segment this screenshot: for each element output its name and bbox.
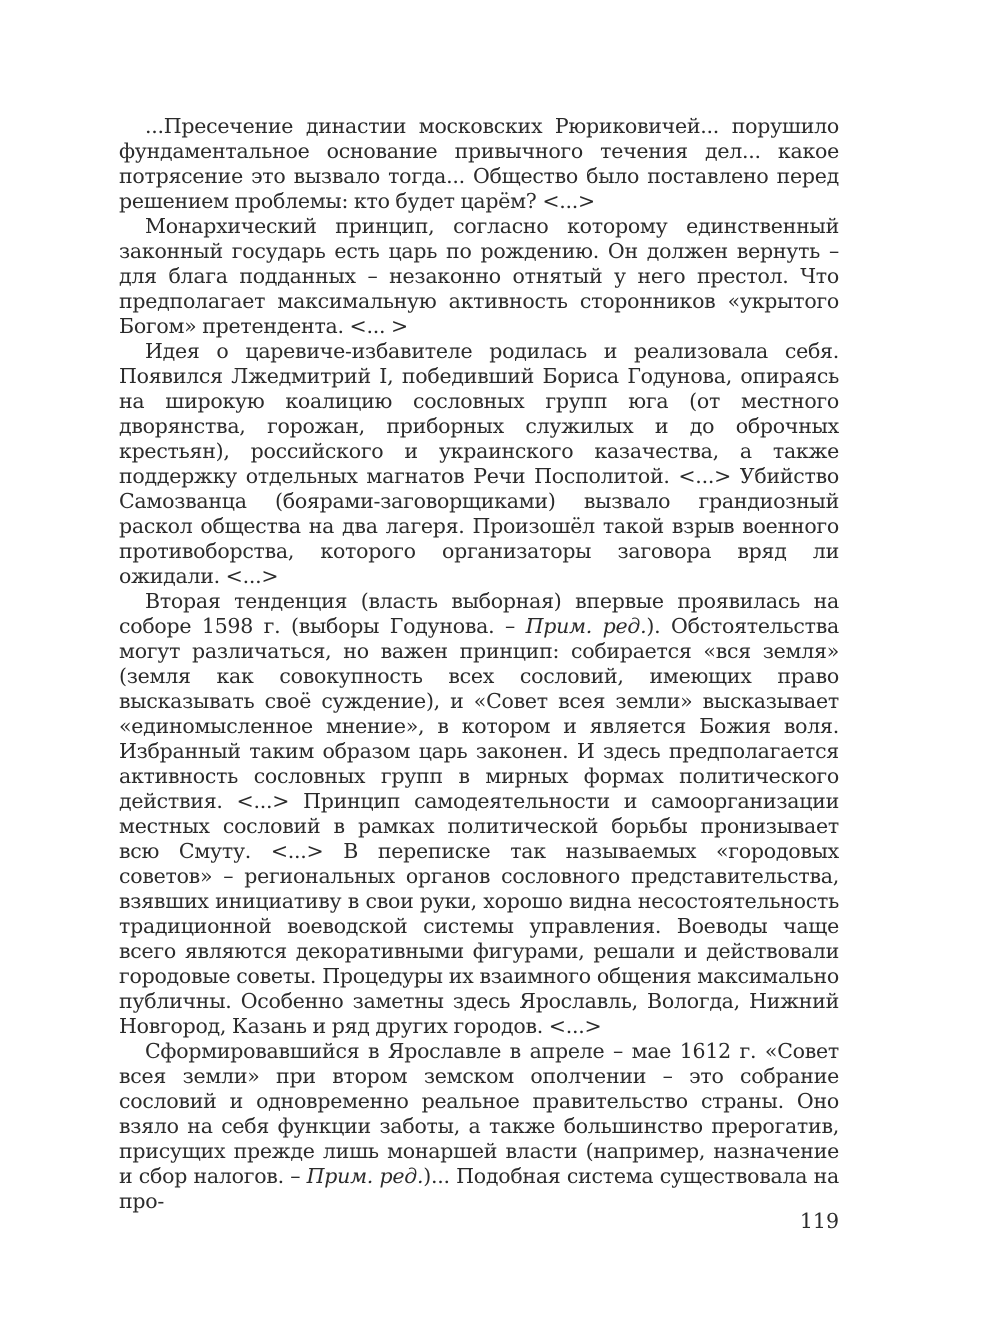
paragraph-2 (119, 214, 839, 339)
editor-note: Прим. ред. (306, 1164, 424, 1188)
page-number: 119 (799, 1209, 839, 1233)
editor-note: Прим. ред. (525, 614, 647, 638)
page-body (119, 114, 839, 1214)
paragraph-3-text: Идея о царевиче-избавителе родилась и реализовала себя. Появился Лжедмитрий I, победивший Бориса Годунова, опираясь на широкую коалицию сословных групп юга (от местного дворянства, горожан, приборных служилых и до оброчных крестьян), российского и украинского казачества, а также поддержку отдельных магнатов Речи Посполитой. <...> Убийство Самозванца (боярами-заговорщиками) вызвало грандиозный раскол общества на два лагеря. Произошёл такой взрыв военного противоборства, которого организаторы заговора вряд ли ожидали. <...> (119, 339, 839, 588)
paragraph-4 (119, 589, 839, 1039)
paragraph-3 (119, 339, 839, 589)
paragraph-1-text: ...Пресечение династии московских Рюриковичей... порушило фундаментальное основание привычного течения дел... какое потрясение это вызвало тогда... Общество было поставлено перед решением проблемы: кто будет царём? <...> (119, 114, 839, 213)
paragraph-5 (119, 1039, 839, 1214)
paragraph-2-text: Монархический принцип, согласно которому единственный законный государь есть царь по рождению. Он должен вернуть – для блага подданных – незаконно отнятый у него престол. Что предполагает максимальную активность сторонников «укрытого Богом» претендента. <... > (119, 214, 839, 338)
paragraph-5-text-part-2: )... Подобная система существовала на про- (119, 1164, 839, 1213)
paragraph-1 (119, 114, 839, 214)
paragraph-4-text-part-2: ). Обстоятельства могут различаться, но важен принцип: собирается «вся земля» (земля как совокупность всех сословий, имеющих право высказывать своё суждение), и «Совет всея земли» высказывает «единомысленное мнение», в котором и является Божия воля. Избранный таким образом царь законен. И здесь предполагается активность сословных групп в мирных формах политического действия. <...> Принцип самодеятельности и самоорганизации местных сословий в рамках политической борьбы пронизывает всю Смуту. <...> В переписке так называемых «городовых советов» – региональных органов сословного представительства, взявших инициативу в свои руки, хорошо видна несостоятельность традиционной воеводской системы управления. Воеводы чаще всего являются декоративными фигурами, решали и действовали городовые советы. Процедуры их взаимного общения максимально публичны. Особенно заметны здесь Ярославль, Вологда, Нижний Новгород, Казань и ряд других городов. <...> (119, 614, 839, 1038)
paragraph-5-text-part-1: Сформировавшийся в Ярославле в апреле – мае 1612 г. «Совет всея земли» при втором земском ополчении – это собрание сословий и одновременно реальное правительство страны. Оно взяло на себя функции заботы, а также большинство прерогатив, присущих прежде лишь монаршей власти (например, назначение и сбор налогов. – (119, 1039, 839, 1188)
paragraph-4-text-part-1: Вторая тенденция (власть выборная) впервые проявилась на соборе 1598 г. (выборы Годунова. – (119, 589, 839, 638)
